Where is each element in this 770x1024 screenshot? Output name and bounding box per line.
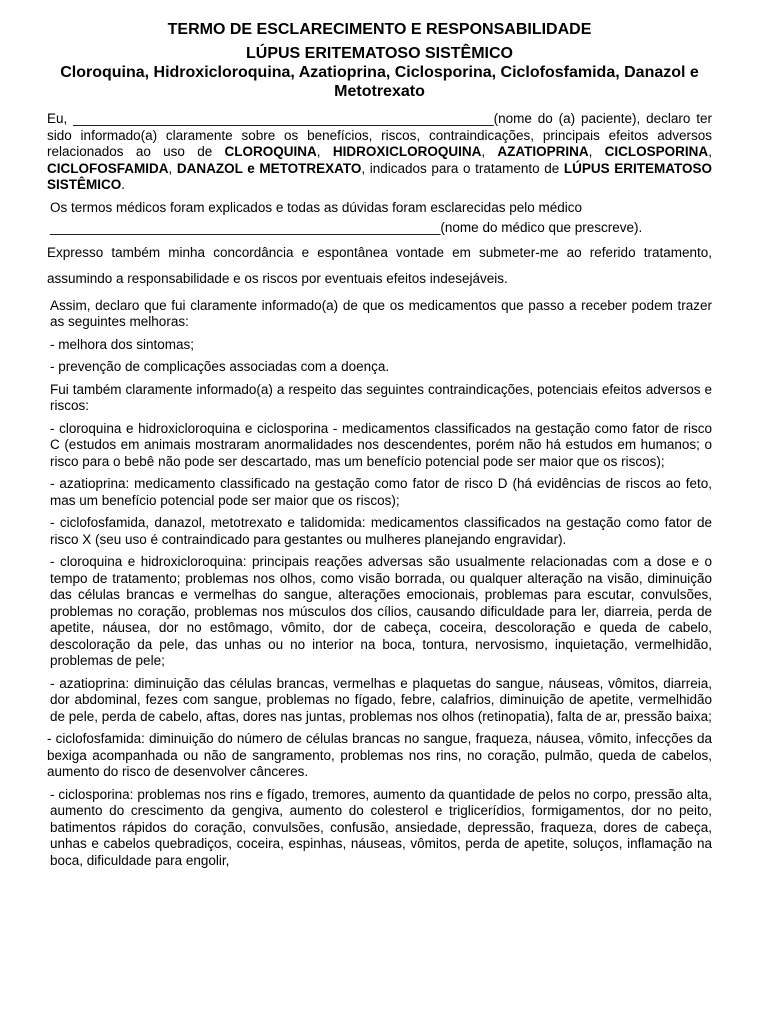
medications-subtitle: Cloroquina, Hidroxicloroquina, Azatioprina, Ciclosporina, Ciclofosfamida, Danazol e Metotrexato [60,64,699,100]
document-header [47,20,712,101]
separator: , [316,144,333,159]
eu-text: Eu, [47,111,74,126]
separator: , [481,144,498,159]
benefits-intro: Assim, declaro que fui claramente informado(a) de que os medicamentos que passo a receber podem trazer as seguintes melhoras: [50,297,712,329]
doctor-name-suffix: (nome do médico que prescreve). [440,219,643,235]
drug-hidroxicloroquina: HIDROXICLOROQUINA [332,144,482,159]
drug-ciclofosfamida: CICLOFOSFAMIDA [47,160,169,176]
consent-paragraph: Expresso também minha concordância e espontânea vontade em submeter-me ao referido tratamento, assumindo a responsabilidade e os riscos por eventuais efeitos indesejáveis. [47,244,712,286]
separator: , [588,144,605,159]
risk-item: - azatioprina: diminuição das células brancas, vermelhas e plaquetas do sangue, náuseas, vômitos, diarreia, dor abdominal, fezes com sangue, problemas no fígado, febre, calafrios, diminuição de apetite, vermelhidão de pele, perda de cabelo, aftas, dores nas juntas, problemas nos olhos (retinopatia), falta de ar, pressão baixa; [50,675,712,724]
document-page [47,20,712,875]
period: . [121,177,126,192]
risk-item: - ciclofosfamida: diminuição do número de células brancas no sangue, fraqueza, náusea, vômito, infecções da bexiga acompanhada ou não de sangramento, problemas nos rins, no coração, pulmão, queda de cabelos, aumento do risco de desenvolver cânceres. [47,731,712,779]
risk-item: - cloroquina e hidroxicloroquina e ciclosporina - medicamentos classificados na gestação como fator de risco C (estudos em animais mostraram anormalidades nos descendentes, porém não há estudos em humanos; o risco para o bebê não pode ser descartado, mas um benefício potencial pode ser maior que os riscos); [50,420,712,469]
drug-danazol: DANAZOL [176,160,243,176]
risks-intro: Fui também claramente informado(a) a respeito das seguintes contraindicações, potenciais efeitos adversos e riscos: [50,381,712,413]
doctor-name-line: ____________________________________________________ [50,219,441,235]
risk-item: - ciclosporina: problemas nos rins e fígado, tremores, aumento da quantidade de pelos no corpo, pressão alta, aumento do crescimento da gengiva, aumento do colesterol e triglicerídios, formigamentos, dor no peito, batimentos rápidos do coração, convulsões, confusão, ansiedade, depressão, fraqueza, dores de cabeça, unhas e cabelos quebradiços, coceira, espinhas, náuseas, vômitos, perda de apetite, soluços, inflamação na boca, dificuldade para engolir, [50,786,712,868]
disease-subtitle: LÚPUS ERITEMATOSO SISTÊMICO [246,45,513,62]
patient-name-line: ________________________________________________________ [73,111,494,126]
document-body [47,111,712,869]
patient-name-suffix: (nome do (a) paciente), [493,111,641,126]
separator: , [708,144,712,159]
drug-cloroquina: CLOROQUINA [224,144,317,159]
declaration-paragraph [47,111,712,194]
benefit-item: - prevenção de complicações associadas com a doença. [50,359,390,374]
document-title: TERMO DE ESCLARECIMENTO E RESPONSABILIDADE [167,21,592,38]
risk-item: - azatioprina: medicamento classificado na gestação como fator de risco D (há evidências de riscos ao feto, mas um benefício potencial pode ser maior que os riscos); [50,476,712,508]
doctor-text: Os termos médicos foram explicados e todas as dúvidas foram esclarecidas pelo médico [50,199,582,215]
drug-ciclosporina: CICLOSPORINA [604,144,709,159]
benefit-item: - melhora dos sintomas; [50,336,195,352]
declaration-text-b: , indicados para o tratamento de [361,160,564,176]
drug-metotrexato: METOTREXATO [259,160,362,176]
separator: e [242,160,260,176]
risk-item: - cloroquina e hidroxicloroquina: principais reações adversas são usualmente relacionadas com a dose e o tempo de tratamento; problemas nos olhos, como visão borrada, ou qualquer alteração na visão, diminuição das células brancas e vermelhas do sangue, alterações emocionais, problemas para escutar, convulsões, problemas no coração, problemas nos músculos dos cílios, causando dificuldade para ler, diarreia, perda de apetite, náusea, dor no estômago, vômito, dor de cabeça, coceira, descoloração e queda de cabelo, descoloração da pele, das unhas ou no interior na boca, tontura, nervosismo, inquietação, vermelhidão, problemas de pele; [50,554,712,668]
disease-name: LÚPUS ERITEMATOSO SISTÊMICO [47,160,712,192]
drug-azatioprina: AZATIOPRINA [497,144,589,159]
separator: , [168,160,177,176]
doctor-paragraph [47,198,712,238]
declaration-text-a: declaro ter sido informado(a) claramente sobre os benefícios, riscos, contraindicações, principais efeitos adversos relacionados ao uso de [47,111,712,159]
risk-item: - ciclofosfamida, danazol, metotrexato e talidomida: medicamentos classificados na gestação como fator de risco X (seu uso é contraindicado para gestantes ou mulheres planejando engravidar). [50,515,712,547]
